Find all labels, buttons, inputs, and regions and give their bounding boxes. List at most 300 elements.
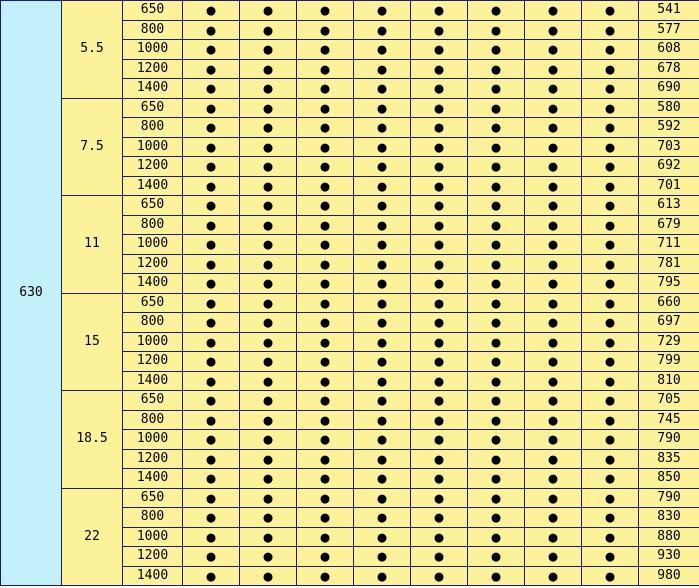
- dot-icon: ●: [297, 410, 354, 430]
- dot-icon: ●: [183, 59, 240, 79]
- dot-icon: ●: [240, 215, 297, 235]
- dot-icon: ●: [183, 79, 240, 99]
- dot-icon: ●: [183, 235, 240, 255]
- dot-icon: ●: [525, 196, 582, 216]
- dot-icon: ●: [354, 196, 411, 216]
- dot-icon: ●: [297, 352, 354, 372]
- dot-icon: ●: [411, 293, 468, 313]
- dot-icon: ●: [354, 469, 411, 489]
- dot-icon: ●: [183, 371, 240, 391]
- value-cell: 705: [639, 391, 699, 411]
- dot-icon: ●: [183, 157, 240, 177]
- dot-icon: ●: [525, 430, 582, 450]
- dot-icon: ●: [354, 20, 411, 40]
- dot-icon: ●: [525, 235, 582, 255]
- dot-icon: ●: [297, 332, 354, 352]
- value-cell: 810: [639, 371, 699, 391]
- speed-cell: 1400: [123, 566, 183, 586]
- dot-icon: ●: [240, 235, 297, 255]
- dot-icon: ●: [183, 20, 240, 40]
- dot-icon: ●: [297, 118, 354, 138]
- dot-icon: ●: [582, 527, 639, 547]
- dot-icon: ●: [354, 1, 411, 21]
- dot-icon: ●: [183, 391, 240, 411]
- value-cell: 790: [639, 488, 699, 508]
- speed-cell: 650: [123, 1, 183, 21]
- dot-icon: ●: [297, 254, 354, 274]
- value-cell: 613: [639, 196, 699, 216]
- dot-icon: ●: [183, 332, 240, 352]
- table-row: [1, 488, 699, 508]
- dot-icon: ●: [582, 332, 639, 352]
- dot-icon: ●: [411, 20, 468, 40]
- dot-icon: ●: [468, 98, 525, 118]
- dot-icon: ●: [354, 488, 411, 508]
- dot-icon: ●: [354, 332, 411, 352]
- dot-icon: ●: [411, 313, 468, 333]
- dot-icon: ●: [183, 313, 240, 333]
- dot-icon: ●: [411, 79, 468, 99]
- dot-icon: ●: [240, 98, 297, 118]
- dot-icon: ●: [240, 430, 297, 450]
- speed-cell: 650: [123, 98, 183, 118]
- dot-icon: ●: [183, 293, 240, 313]
- dot-icon: ●: [297, 527, 354, 547]
- dot-icon: ●: [183, 176, 240, 196]
- dot-icon: ●: [411, 332, 468, 352]
- dot-icon: ●: [240, 566, 297, 586]
- dot-icon: ●: [297, 547, 354, 567]
- dot-icon: ●: [525, 527, 582, 547]
- dot-icon: ●: [468, 430, 525, 450]
- speed-cell: 1000: [123, 332, 183, 352]
- dot-icon: ●: [468, 313, 525, 333]
- speed-cell: 650: [123, 293, 183, 313]
- dot-icon: ●: [297, 391, 354, 411]
- dot-icon: ●: [354, 235, 411, 255]
- dot-icon: ●: [240, 196, 297, 216]
- dot-icon: ●: [468, 215, 525, 235]
- dot-icon: ●: [354, 352, 411, 372]
- dot-icon: ●: [297, 79, 354, 99]
- dot-icon: ●: [525, 20, 582, 40]
- dot-icon: ●: [354, 508, 411, 528]
- dot-icon: ●: [240, 313, 297, 333]
- speed-cell: 800: [123, 508, 183, 528]
- dot-icon: ●: [525, 118, 582, 138]
- dot-icon: ●: [354, 254, 411, 274]
- dot-icon: ●: [411, 391, 468, 411]
- dot-icon: ●: [411, 449, 468, 469]
- dot-icon: ●: [411, 410, 468, 430]
- dot-icon: ●: [354, 215, 411, 235]
- speed-cell: 800: [123, 20, 183, 40]
- dot-icon: ●: [468, 527, 525, 547]
- dot-icon: ●: [525, 566, 582, 586]
- value-cell: 799: [639, 352, 699, 372]
- value-cell: 930: [639, 547, 699, 567]
- speed-cell: 1200: [123, 59, 183, 79]
- dot-icon: ●: [240, 371, 297, 391]
- dot-icon: ●: [525, 1, 582, 21]
- speed-cell: 1000: [123, 137, 183, 157]
- dot-icon: ●: [468, 254, 525, 274]
- dot-icon: ●: [297, 196, 354, 216]
- dot-icon: ●: [354, 118, 411, 138]
- dot-icon: ●: [525, 98, 582, 118]
- dot-icon: ●: [240, 410, 297, 430]
- dot-icon: ●: [354, 527, 411, 547]
- dot-icon: ●: [354, 449, 411, 469]
- dot-icon: ●: [354, 274, 411, 294]
- value-cell: 678: [639, 59, 699, 79]
- value-cell: 692: [639, 157, 699, 177]
- dot-icon: ●: [183, 40, 240, 60]
- dot-icon: ●: [582, 176, 639, 196]
- value-cell: 660: [639, 293, 699, 313]
- dot-icon: ●: [468, 1, 525, 21]
- speed-cell: 650: [123, 488, 183, 508]
- dot-icon: ●: [183, 352, 240, 372]
- dot-icon: ●: [525, 40, 582, 60]
- speed-cell: 1000: [123, 527, 183, 547]
- dot-icon: ●: [240, 254, 297, 274]
- dot-icon: ●: [468, 293, 525, 313]
- dot-icon: ●: [582, 274, 639, 294]
- dot-icon: ●: [525, 508, 582, 528]
- value-cell: 729: [639, 332, 699, 352]
- dot-icon: ●: [297, 137, 354, 157]
- dot-icon: ●: [240, 547, 297, 567]
- speed-cell: 1200: [123, 547, 183, 567]
- dot-icon: ●: [411, 40, 468, 60]
- speed-cell: 1000: [123, 430, 183, 450]
- dot-icon: ●: [468, 137, 525, 157]
- speed-cell: 1400: [123, 469, 183, 489]
- dot-icon: ●: [468, 157, 525, 177]
- value-cell: 850: [639, 469, 699, 489]
- value-cell: 745: [639, 410, 699, 430]
- dot-icon: ●: [468, 235, 525, 255]
- dot-icon: ●: [468, 391, 525, 411]
- dot-icon: ●: [297, 449, 354, 469]
- dot-icon: ●: [354, 547, 411, 567]
- dot-icon: ●: [354, 430, 411, 450]
- dot-icon: ●: [297, 488, 354, 508]
- dot-icon: ●: [411, 430, 468, 450]
- dot-icon: ●: [297, 469, 354, 489]
- dot-icon: ●: [525, 157, 582, 177]
- dot-icon: ●: [354, 410, 411, 430]
- speed-cell: 1200: [123, 449, 183, 469]
- dot-icon: ●: [582, 293, 639, 313]
- speed-cell: 1200: [123, 352, 183, 372]
- dot-icon: ●: [525, 391, 582, 411]
- dot-icon: ●: [468, 20, 525, 40]
- dot-icon: ●: [525, 176, 582, 196]
- dot-icon: ●: [240, 449, 297, 469]
- dot-icon: ●: [525, 547, 582, 567]
- dot-icon: ●: [183, 410, 240, 430]
- dot-icon: ●: [240, 488, 297, 508]
- dot-icon: ●: [468, 196, 525, 216]
- dot-icon: ●: [525, 79, 582, 99]
- dot-icon: ●: [525, 332, 582, 352]
- dot-icon: ●: [525, 469, 582, 489]
- value-cell: 701: [639, 176, 699, 196]
- group-label-cell: 5.5: [62, 1, 123, 99]
- dot-icon: ●: [411, 274, 468, 294]
- dot-icon: ●: [183, 137, 240, 157]
- group-label-cell: 7.5: [62, 98, 123, 196]
- dot-icon: ●: [240, 391, 297, 411]
- dot-icon: ●: [468, 332, 525, 352]
- dot-icon: ●: [468, 508, 525, 528]
- table-row: [1, 98, 699, 118]
- dot-icon: ●: [354, 98, 411, 118]
- dot-icon: ●: [582, 235, 639, 255]
- dot-icon: ●: [582, 118, 639, 138]
- dot-icon: ●: [297, 215, 354, 235]
- dot-icon: ●: [582, 352, 639, 372]
- dot-icon: ●: [183, 547, 240, 567]
- speed-cell: 800: [123, 313, 183, 333]
- dot-icon: ●: [297, 157, 354, 177]
- speed-cell: 1400: [123, 176, 183, 196]
- dot-icon: ●: [525, 137, 582, 157]
- dot-icon: ●: [411, 1, 468, 21]
- dot-icon: ●: [240, 157, 297, 177]
- dot-icon: ●: [411, 254, 468, 274]
- table-row: [1, 293, 699, 313]
- value-cell: 880: [639, 527, 699, 547]
- dot-icon: ●: [525, 313, 582, 333]
- speed-cell: 1400: [123, 274, 183, 294]
- group-label-cell: 11: [62, 196, 123, 294]
- dot-icon: ●: [411, 215, 468, 235]
- value-cell: 835: [639, 449, 699, 469]
- dot-icon: ●: [411, 488, 468, 508]
- table-row: [1, 196, 699, 216]
- dot-icon: ●: [297, 98, 354, 118]
- dot-icon: ●: [411, 566, 468, 586]
- dot-icon: ●: [468, 488, 525, 508]
- dot-icon: ●: [354, 79, 411, 99]
- dot-icon: ●: [240, 508, 297, 528]
- dot-icon: ●: [468, 566, 525, 586]
- dot-icon: ●: [525, 449, 582, 469]
- dot-icon: ●: [468, 371, 525, 391]
- value-cell: 679: [639, 215, 699, 235]
- dot-icon: ●: [468, 274, 525, 294]
- group-label-cell: 18.5: [62, 391, 123, 489]
- dot-icon: ●: [582, 40, 639, 60]
- dot-icon: ●: [354, 391, 411, 411]
- dot-icon: ●: [240, 59, 297, 79]
- dot-icon: ●: [240, 274, 297, 294]
- dot-icon: ●: [582, 254, 639, 274]
- dot-icon: ●: [354, 157, 411, 177]
- value-cell: 580: [639, 98, 699, 118]
- dot-icon: ●: [582, 410, 639, 430]
- value-cell: 703: [639, 137, 699, 157]
- dot-icon: ●: [582, 566, 639, 586]
- dot-icon: ●: [183, 98, 240, 118]
- speed-cell: 800: [123, 410, 183, 430]
- dot-icon: ●: [411, 352, 468, 372]
- dot-icon: ●: [240, 40, 297, 60]
- speed-cell: 650: [123, 391, 183, 411]
- dot-icon: ●: [411, 176, 468, 196]
- dot-icon: ●: [582, 1, 639, 21]
- dot-icon: ●: [297, 235, 354, 255]
- dot-icon: ●: [411, 137, 468, 157]
- dot-icon: ●: [354, 176, 411, 196]
- dot-icon: ●: [240, 293, 297, 313]
- group-label-cell: 15: [62, 293, 123, 391]
- dot-icon: ●: [297, 40, 354, 60]
- dot-icon: ●: [468, 79, 525, 99]
- group-label-cell: 22: [62, 488, 123, 586]
- dot-icon: ●: [582, 469, 639, 489]
- dot-icon: ●: [297, 508, 354, 528]
- dot-icon: ●: [297, 59, 354, 79]
- dot-icon: ●: [468, 449, 525, 469]
- dot-icon: ●: [354, 371, 411, 391]
- dot-icon: ●: [297, 274, 354, 294]
- dot-icon: ●: [354, 313, 411, 333]
- dot-icon: ●: [525, 59, 582, 79]
- dot-icon: ●: [240, 20, 297, 40]
- dot-icon: ●: [411, 157, 468, 177]
- dot-icon: ●: [525, 488, 582, 508]
- dot-icon: ●: [240, 352, 297, 372]
- dot-icon: ●: [411, 547, 468, 567]
- value-cell: 980: [639, 566, 699, 586]
- dot-icon: ●: [582, 547, 639, 567]
- value-cell: 790: [639, 430, 699, 450]
- dot-icon: ●: [354, 137, 411, 157]
- dot-icon: ●: [468, 469, 525, 489]
- dot-icon: ●: [582, 508, 639, 528]
- dot-icon: ●: [240, 1, 297, 21]
- dot-icon: ●: [525, 371, 582, 391]
- dot-icon: ●: [183, 118, 240, 138]
- dot-icon: ●: [582, 137, 639, 157]
- dot-icon: ●: [183, 566, 240, 586]
- dot-icon: ●: [582, 98, 639, 118]
- dot-icon: ●: [582, 430, 639, 450]
- table-row: [1, 1, 699, 21]
- dot-icon: ●: [411, 118, 468, 138]
- main-value-cell: 630: [1, 1, 62, 586]
- dot-icon: ●: [582, 488, 639, 508]
- dot-icon: ●: [183, 274, 240, 294]
- dot-icon: ●: [468, 352, 525, 372]
- dot-icon: ●: [582, 196, 639, 216]
- dot-icon: ●: [240, 469, 297, 489]
- dot-icon: ●: [525, 274, 582, 294]
- dot-icon: ●: [411, 98, 468, 118]
- dot-icon: ●: [183, 254, 240, 274]
- dot-icon: ●: [297, 430, 354, 450]
- dot-icon: ●: [183, 1, 240, 21]
- dot-icon: ●: [354, 293, 411, 313]
- dot-icon: ●: [183, 488, 240, 508]
- speed-cell: 650: [123, 196, 183, 216]
- value-cell: 830: [639, 508, 699, 528]
- dot-icon: ●: [297, 293, 354, 313]
- dot-icon: ●: [183, 196, 240, 216]
- dot-icon: ●: [297, 566, 354, 586]
- dot-icon: ●: [468, 547, 525, 567]
- value-cell: 711: [639, 235, 699, 255]
- value-cell: 697: [639, 313, 699, 333]
- speed-cell: 1400: [123, 371, 183, 391]
- dot-icon: ●: [240, 527, 297, 547]
- dot-icon: ●: [525, 254, 582, 274]
- dot-icon: ●: [411, 235, 468, 255]
- dot-icon: ●: [183, 430, 240, 450]
- dot-icon: ●: [582, 371, 639, 391]
- dot-icon: ●: [582, 157, 639, 177]
- spec-table-body: [1, 1, 699, 586]
- dot-icon: ●: [183, 449, 240, 469]
- dot-icon: ●: [411, 508, 468, 528]
- dot-icon: ●: [582, 59, 639, 79]
- dot-icon: ●: [468, 410, 525, 430]
- dot-icon: ●: [468, 59, 525, 79]
- speed-cell: 800: [123, 118, 183, 138]
- dot-icon: ●: [582, 79, 639, 99]
- dot-icon: ●: [354, 40, 411, 60]
- dot-icon: ●: [525, 410, 582, 430]
- dot-icon: ●: [240, 79, 297, 99]
- dot-icon: ●: [183, 527, 240, 547]
- dot-icon: ●: [183, 508, 240, 528]
- speed-cell: 1200: [123, 157, 183, 177]
- value-cell: 592: [639, 118, 699, 138]
- dot-icon: ●: [411, 59, 468, 79]
- dot-icon: ●: [297, 176, 354, 196]
- dot-icon: ●: [525, 352, 582, 372]
- value-cell: 781: [639, 254, 699, 274]
- dot-icon: ●: [411, 371, 468, 391]
- dot-icon: ●: [525, 215, 582, 235]
- dot-icon: ●: [240, 118, 297, 138]
- speed-cell: 1000: [123, 235, 183, 255]
- dot-icon: ●: [525, 293, 582, 313]
- dot-icon: ●: [411, 469, 468, 489]
- dot-icon: ●: [240, 176, 297, 196]
- dot-icon: ●: [468, 40, 525, 60]
- dot-icon: ●: [468, 176, 525, 196]
- dot-icon: ●: [468, 118, 525, 138]
- dot-icon: ●: [582, 215, 639, 235]
- dot-icon: ●: [183, 469, 240, 489]
- dot-icon: ●: [240, 332, 297, 352]
- value-cell: 608: [639, 40, 699, 60]
- dot-icon: ●: [411, 527, 468, 547]
- value-cell: 690: [639, 79, 699, 99]
- value-cell: 577: [639, 20, 699, 40]
- table-row: [1, 391, 699, 411]
- speed-cell: 1400: [123, 79, 183, 99]
- dot-icon: ●: [582, 449, 639, 469]
- dot-icon: ●: [582, 391, 639, 411]
- speed-cell: 1200: [123, 254, 183, 274]
- dot-icon: ●: [297, 1, 354, 21]
